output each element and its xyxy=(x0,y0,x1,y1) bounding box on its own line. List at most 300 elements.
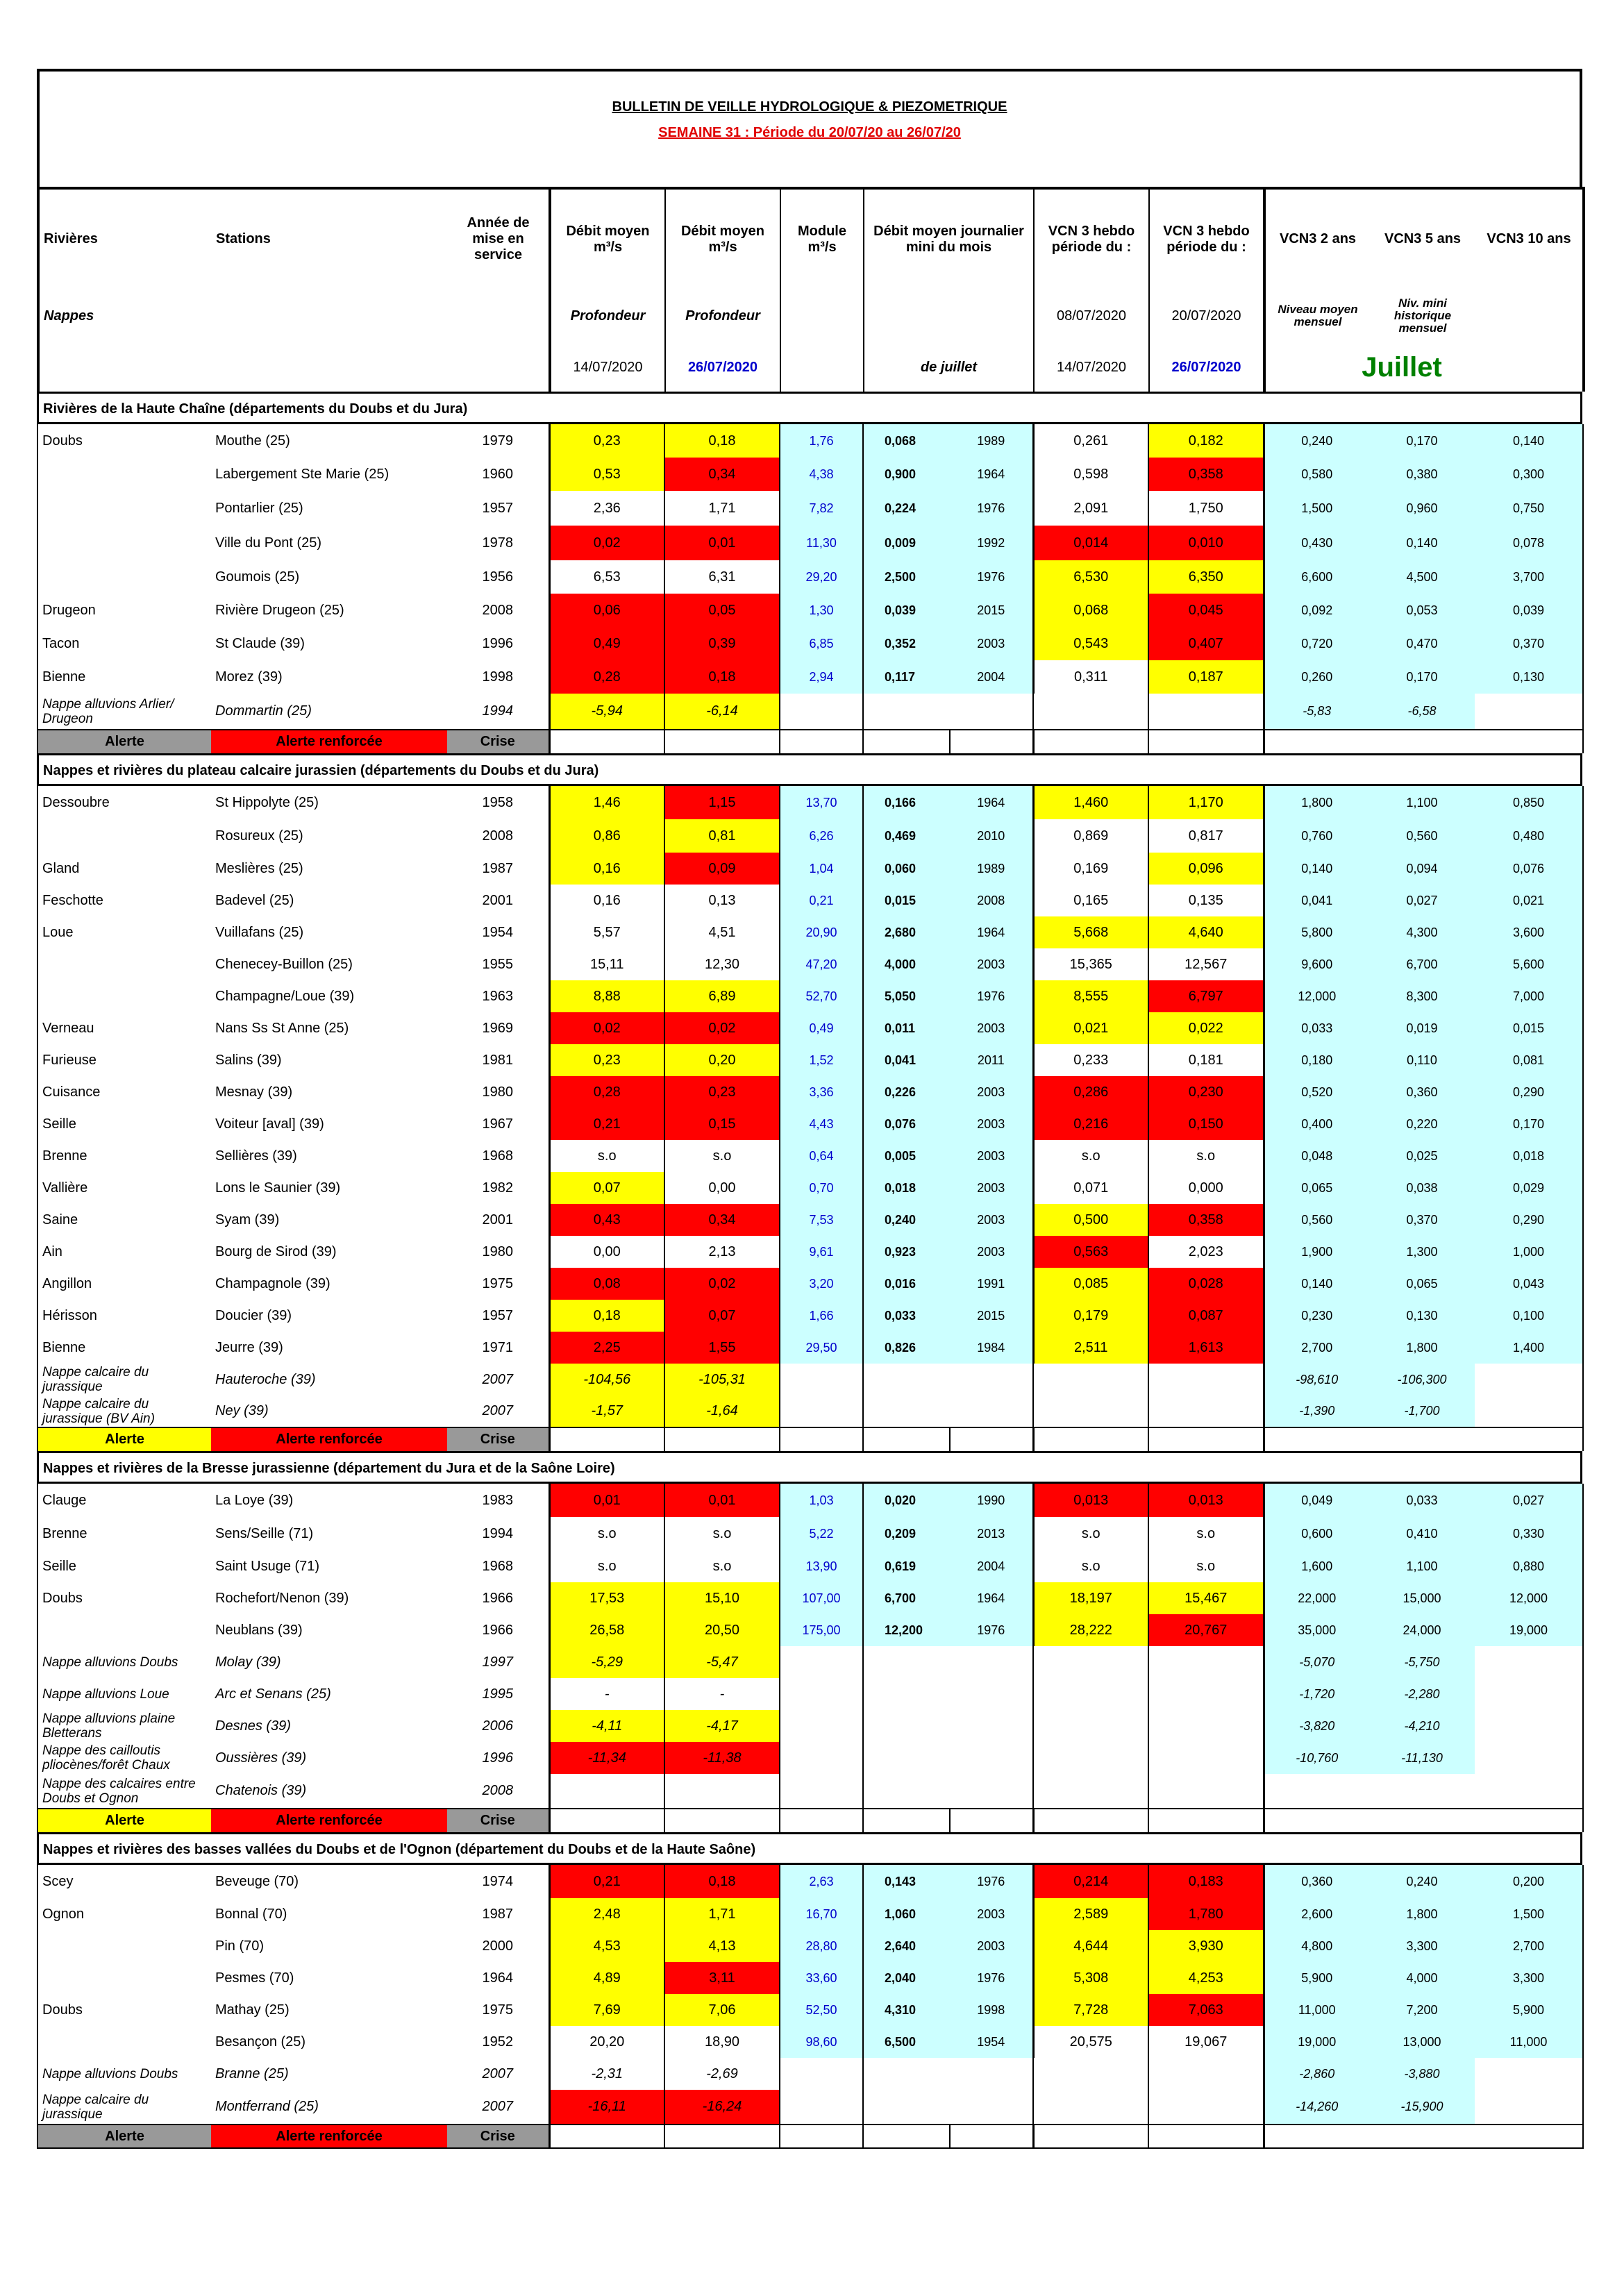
module-cell: 1,30 xyxy=(780,594,863,627)
vcn-a-cell: 0,179 xyxy=(1033,1300,1148,1332)
debit-2-cell: 0,15 xyxy=(664,1108,780,1140)
mini-cell: 0,015 xyxy=(863,885,950,916)
vcn3-10ans-cell: 5,900 xyxy=(1475,1994,1583,2026)
table-row xyxy=(37,594,1583,627)
annee-cell: 1964 xyxy=(482,1970,513,1986)
vcn-b-cell xyxy=(1148,1396,1264,1427)
legend-spacer xyxy=(1264,730,1369,753)
vcn3-5ans-cell: 1,800 xyxy=(1369,1898,1475,1930)
vcn-b-cell: 1,750 xyxy=(1148,491,1264,526)
annee-cell: 2007 xyxy=(482,2065,513,2081)
vcn-b-cell: 0,010 xyxy=(1148,526,1264,560)
vcn-b-cell: 6,350 xyxy=(1148,560,1264,594)
legend-spacer xyxy=(1475,730,1583,753)
legend-spacer xyxy=(863,1427,950,1451)
bulletin-period: SEMAINE 31 : Période du 20/07/20 au 26/07/20 xyxy=(658,125,961,140)
header-debit-1: Débit moyen m³/s xyxy=(550,188,665,289)
nappe-row xyxy=(37,2090,1583,2125)
module-cell xyxy=(780,1742,863,1774)
annee-cell: 1974 xyxy=(482,1873,513,1889)
vcn-a-cell: 18,197 xyxy=(1033,1582,1148,1614)
mini-cell: 0,619 xyxy=(863,1550,950,1582)
niveau-moyen-cell: -5,070 xyxy=(1264,1646,1369,1678)
station-cell: Vuillafans (25) xyxy=(215,924,304,940)
vcn10-cell xyxy=(1475,1646,1583,1678)
debit-1-cell: 0,06 xyxy=(549,594,664,627)
vcn-a-cell: 0,216 xyxy=(1033,1108,1148,1140)
legend-spacer xyxy=(1148,1427,1264,1451)
vcn-a-cell xyxy=(1033,2090,1148,2125)
section-title: Nappes et rivières de la Bresse jurassienne (département du Jura et de la Saône Loire) xyxy=(37,1451,1582,1484)
vcn3-10ans-cell: 11,000 xyxy=(1475,2026,1583,2058)
section-title: Nappes et rivières du plateau calcaire jurassien (départements du Doubs et du Jura) xyxy=(37,753,1582,786)
vcn-a-cell: 0,013 xyxy=(1033,1484,1148,1517)
vcn3-10ans-cell: 12,000 xyxy=(1475,1582,1583,1614)
riviere-cell: Angillon xyxy=(42,1275,92,1291)
vcn3-10ans-cell: 1,500 xyxy=(1475,1898,1583,1930)
riviere-cell: Nappe calcaire du jurassique (BV Ain) xyxy=(42,1396,155,1426)
riviere-cell: Brenne xyxy=(42,1525,87,1541)
debit-2-cell: -5,47 xyxy=(664,1646,780,1678)
legend-spacer xyxy=(549,730,664,753)
debit-1-cell: 6,53 xyxy=(549,560,664,594)
bulletin-title: BULLETIN DE VEILLE HYDROLOGIQUE & PIEZOMETRIQUE xyxy=(612,99,1007,115)
annee-cell: 1981 xyxy=(482,1052,513,1068)
legend-spacer xyxy=(863,730,950,753)
legend-spacer xyxy=(664,2125,780,2148)
debit-1-cell: 17,53 xyxy=(549,1582,664,1614)
legend-spacer xyxy=(1148,2125,1264,2148)
section-table xyxy=(37,1865,1584,2149)
vcn3-10ans-cell: 1,000 xyxy=(1475,1236,1583,1268)
header-vcn-a-date-2: 14/07/2020 xyxy=(1034,343,1149,392)
table-row xyxy=(37,1300,1583,1332)
station-cell: Bourg de Sirod (39) xyxy=(215,1243,337,1259)
mini-annee-cell: 1991 xyxy=(950,1268,1033,1300)
header-stations: Stations xyxy=(216,231,271,246)
mini-annee-cell: 1976 xyxy=(950,980,1033,1012)
vcn-b-cell: 0,150 xyxy=(1148,1108,1264,1140)
riviere-cell: Ognon xyxy=(42,1906,85,1922)
vcn-b-cell: 0,000 xyxy=(1148,1172,1264,1204)
nappe-row xyxy=(37,694,1583,730)
legend-spacer xyxy=(780,1427,863,1451)
annee-cell: 1967 xyxy=(482,1116,513,1132)
vcn-a-cell: 0,563 xyxy=(1033,1236,1148,1268)
debit-2-cell: 4,13 xyxy=(664,1930,780,1962)
bulletin-sheet xyxy=(37,69,1582,2149)
mini-annee-cell: 1976 xyxy=(950,560,1033,594)
legend-crise: Crise xyxy=(447,1427,549,1451)
vcn3-5ans-cell: 0,094 xyxy=(1369,853,1475,885)
niveau-moyen-cell: -10,760 xyxy=(1264,1742,1369,1774)
debit-1-cell: -5,94 xyxy=(549,694,664,730)
riviere-cell: Nappe alluvions plaine Bletterans xyxy=(42,1711,176,1741)
vcn3-2ans-cell: 5,900 xyxy=(1264,1962,1369,1994)
header-debit-mini: Débit moyen journalier mini du mois xyxy=(864,188,1034,289)
legend-spacer xyxy=(950,1427,1033,1451)
module-cell: 28,80 xyxy=(780,1930,863,1962)
vcn-a-cell: s.o xyxy=(1033,1517,1148,1550)
riviere-cell: Drugeon xyxy=(42,602,96,618)
legend-spacer xyxy=(1264,1427,1369,1451)
table-row xyxy=(37,1865,1583,1898)
header-rivieres: Rivières xyxy=(44,231,98,246)
vcn3-5ans-cell: 4,000 xyxy=(1369,1962,1475,1994)
riviere-cell: Cuisance xyxy=(42,1084,101,1100)
vcn3-5ans-cell: 24,000 xyxy=(1369,1614,1475,1646)
annee-cell: 2008 xyxy=(482,1783,513,1798)
legend-alerte-renforcee: Alerte renforcée xyxy=(211,1427,447,1451)
station-cell: Bonnal (70) xyxy=(215,1906,287,1922)
mini-cell: 2,500 xyxy=(863,560,950,594)
riviere-cell xyxy=(37,560,211,594)
debit-2-cell: 0,34 xyxy=(664,1204,780,1236)
section-title: Rivières de la Haute Chaîne (départements du Doubs et du Jura) xyxy=(37,392,1582,424)
vcn3-10ans-cell: 0,081 xyxy=(1475,1044,1583,1076)
riviere-cell xyxy=(37,1614,211,1646)
niv-mini-cell: -4,210 xyxy=(1369,1710,1475,1742)
riviere-cell: Seille xyxy=(42,1116,76,1132)
vcn-b-cell: 4,253 xyxy=(1148,1962,1264,1994)
debit-1-cell: 0,02 xyxy=(549,1012,664,1044)
debit-2-cell: s.o xyxy=(664,1517,780,1550)
module-cell: 2,63 xyxy=(780,1865,863,1898)
debit-2-cell: 6,89 xyxy=(664,980,780,1012)
annee-cell: 1997 xyxy=(482,1654,513,1670)
sections-container xyxy=(37,392,1582,2149)
debit-2-cell: 0,07 xyxy=(664,1300,780,1332)
legend-alerte: Alerte xyxy=(37,2125,211,2148)
vcn3-10ans-cell: 0,078 xyxy=(1475,526,1583,560)
table-row xyxy=(37,1044,1583,1076)
mini-annee-cell: 2010 xyxy=(950,819,1033,853)
vcn3-5ans-cell: 1,800 xyxy=(1369,1332,1475,1364)
legend-spacer xyxy=(863,1809,950,1832)
vcn3-5ans-cell: 15,000 xyxy=(1369,1582,1475,1614)
station-cell: Sens/Seille (71) xyxy=(215,1525,314,1541)
vcn-a-cell: 0,085 xyxy=(1033,1268,1148,1300)
station-cell: Jeurre (39) xyxy=(215,1339,283,1355)
debit-1-cell: -5,29 xyxy=(549,1646,664,1678)
debit-1-cell: 0,53 xyxy=(549,458,664,491)
vcn-b-cell: 0,013 xyxy=(1148,1484,1264,1517)
mini-annee-cell: 1976 xyxy=(950,1865,1033,1898)
debit-2-cell: -2,69 xyxy=(664,2058,780,2090)
table-row xyxy=(37,1484,1583,1517)
niv-mini-cell: -11,130 xyxy=(1369,1742,1475,1774)
mini-cell: 12,200 xyxy=(863,1614,950,1646)
vcn-b-cell: s.o xyxy=(1148,1140,1264,1172)
vcn3-2ans-cell: 0,760 xyxy=(1264,819,1369,853)
vcn-a-cell: 0,233 xyxy=(1033,1044,1148,1076)
table-row xyxy=(37,1614,1583,1646)
vcn-b-cell: 0,187 xyxy=(1148,660,1264,694)
station-cell: Beveuge (70) xyxy=(215,1873,299,1889)
station-cell: Desnes (39) xyxy=(215,1718,291,1734)
vcn-b-cell: 0,407 xyxy=(1148,627,1264,660)
vcn3-5ans-cell: 0,065 xyxy=(1369,1268,1475,1300)
station-cell: Mathay (25) xyxy=(215,2002,290,2018)
debit-2-cell: 0,01 xyxy=(664,526,780,560)
vcn3-2ans-cell: 0,520 xyxy=(1264,1076,1369,1108)
riviere-cell: Ain xyxy=(42,1243,62,1259)
debit-2-cell: 0,34 xyxy=(664,458,780,491)
vcn10-cell xyxy=(1475,1742,1583,1774)
table-row xyxy=(37,1550,1583,1582)
station-cell: Salins (39) xyxy=(215,1052,282,1068)
annee-cell: 2006 xyxy=(482,1718,513,1734)
annee-cell: 1980 xyxy=(482,1084,513,1100)
legend-crise: Crise xyxy=(447,2125,549,2148)
vcn-b-cell xyxy=(1148,1646,1264,1678)
debit-2-cell: 0,09 xyxy=(664,853,780,885)
debit-1-cell: 0,28 xyxy=(549,1076,664,1108)
niveau-moyen-cell: -5,83 xyxy=(1264,694,1369,730)
vcn3-2ans-cell: 0,560 xyxy=(1264,1204,1369,1236)
station-cell: Syam (39) xyxy=(215,1212,280,1227)
vcn-b-cell xyxy=(1148,2090,1264,2125)
vcn3-2ans-cell: 0,065 xyxy=(1264,1172,1369,1204)
vcn3-2ans-cell: 0,720 xyxy=(1264,627,1369,660)
vcn3-5ans-cell: 0,220 xyxy=(1369,1108,1475,1140)
debit-1-cell: -4,11 xyxy=(549,1710,664,1742)
mini-annee-cell: 1989 xyxy=(950,853,1033,885)
table-row xyxy=(37,1332,1583,1364)
table-row xyxy=(37,819,1583,853)
annee-cell: 1960 xyxy=(482,466,513,482)
module-cell: 47,20 xyxy=(780,948,863,980)
vcn3-2ans-cell: 11,000 xyxy=(1264,1994,1369,2026)
legend-alerte: Alerte xyxy=(37,730,211,753)
debit-1-cell: -16,11 xyxy=(549,2090,664,2125)
vcn-a-cell xyxy=(1033,1364,1148,1396)
debit-2-cell: 0,02 xyxy=(664,1268,780,1300)
mini-cell: 0,039 xyxy=(863,594,950,627)
vcn3-5ans-cell: 0,410 xyxy=(1369,1517,1475,1550)
mini-cell: 0,033 xyxy=(863,1300,950,1332)
mini-annee-cell: 2003 xyxy=(950,627,1033,660)
module-cell: 1,04 xyxy=(780,853,863,885)
legend-alerte-renforcee: Alerte renforcée xyxy=(211,2125,447,2148)
table-row xyxy=(37,2026,1583,2058)
mini-annee-cell: 1976 xyxy=(950,1962,1033,1994)
legend-crise: Crise xyxy=(447,1809,549,1832)
vcn-b-cell xyxy=(1148,2058,1264,2090)
table-row xyxy=(37,786,1583,819)
annee-cell: 1987 xyxy=(482,1906,513,1922)
debit-1-cell: 1,46 xyxy=(549,786,664,819)
vcn3-5ans-cell: 0,130 xyxy=(1369,1300,1475,1332)
riviere-cell: Nappe calcaire du jurassique xyxy=(42,1365,149,1394)
vcn-a-cell: 0,286 xyxy=(1033,1076,1148,1108)
table-row xyxy=(37,1140,1583,1172)
riviere-cell: Nappe calcaire du jurassique xyxy=(42,2092,149,2122)
debit-2-cell: 20,50 xyxy=(664,1614,780,1646)
vcn-b-cell: 0,096 xyxy=(1148,853,1264,885)
header-annee: Année de mise en service xyxy=(467,215,530,262)
debit-1-cell: 15,11 xyxy=(549,948,664,980)
table-row xyxy=(37,1517,1583,1550)
legend-row xyxy=(37,1809,1583,1832)
vcn-b-cell xyxy=(1148,1710,1264,1742)
legend-spacer xyxy=(1369,730,1475,753)
debit-2-cell: - xyxy=(664,1678,780,1710)
vcn-a-cell xyxy=(1033,1710,1148,1742)
station-cell: Montferrand (25) xyxy=(215,2099,319,2114)
debit-1-cell: s.o xyxy=(549,1517,664,1550)
nappe-row xyxy=(37,1646,1583,1678)
vcn-a-cell: 5,308 xyxy=(1033,1962,1148,1994)
vcn3-5ans-cell: 1,100 xyxy=(1369,786,1475,819)
niv-mini-cell xyxy=(1369,1774,1475,1809)
mini-cell: 0,117 xyxy=(863,660,950,694)
annee-cell: 1963 xyxy=(482,988,513,1004)
station-cell: Champagnole (39) xyxy=(215,1275,330,1291)
mini-cell: 5,050 xyxy=(863,980,950,1012)
table-row xyxy=(37,526,1583,560)
debit-2-cell: 0,23 xyxy=(664,1076,780,1108)
vcn-b-cell: 12,567 xyxy=(1148,948,1264,980)
station-cell: Labergement Ste Marie (25) xyxy=(215,466,390,482)
station-cell: Lons le Saunier (39) xyxy=(215,1180,341,1196)
table-row xyxy=(37,980,1583,1012)
debit-2-cell: 1,71 xyxy=(664,491,780,526)
annee-cell: 1996 xyxy=(482,1750,513,1766)
debit-2-cell: 1,15 xyxy=(664,786,780,819)
vcn3-10ans-cell: 0,290 xyxy=(1475,1204,1583,1236)
legend-spacer xyxy=(1369,1809,1475,1832)
legend-row xyxy=(37,730,1583,753)
vcn-b-cell: 0,045 xyxy=(1148,594,1264,627)
station-cell: Goumois (25) xyxy=(215,569,300,585)
debit-1-cell: 0,08 xyxy=(549,1268,664,1300)
mini-annee-cell: 1964 xyxy=(950,1582,1033,1614)
vcn-b-cell: 0,358 xyxy=(1148,458,1264,491)
debit-2-cell: 0,18 xyxy=(664,424,780,458)
section-title: Nappes et rivières des basses vallées du Doubs et de l'Ognon (département du Doubs et de la Haute Saône) xyxy=(37,1832,1582,1865)
niv-mini-cell: -1,700 xyxy=(1369,1396,1475,1427)
annee-cell: 2007 xyxy=(482,1371,513,1387)
vcn3-5ans-cell: 7,200 xyxy=(1369,1994,1475,2026)
vcn3-2ans-cell: 0,360 xyxy=(1264,1865,1369,1898)
legend-crise: Crise xyxy=(447,730,549,753)
legend-spacer xyxy=(863,2125,950,2148)
mini-annee-cell: 1954 xyxy=(950,2026,1033,2058)
vcn-a-cell: 2,589 xyxy=(1033,1898,1148,1930)
debit-1-cell: s.o xyxy=(549,1140,664,1172)
debit-2-cell: 2,13 xyxy=(664,1236,780,1268)
legend-spacer xyxy=(549,1427,664,1451)
legend-spacer xyxy=(1033,1427,1148,1451)
annee-cell: 1975 xyxy=(482,1275,513,1291)
riviere-cell: Nappe alluvions Arlier/ Drugeon xyxy=(42,696,174,726)
vcn-a-cell: 28,222 xyxy=(1033,1614,1148,1646)
vcn3-5ans-cell: 0,053 xyxy=(1369,594,1475,627)
legend-spacer xyxy=(1148,730,1264,753)
station-cell: Chenecey-Buillon (25) xyxy=(215,956,353,972)
debit-1-cell: 4,53 xyxy=(549,1930,664,1962)
debit-2-cell: s.o xyxy=(664,1550,780,1582)
station-cell: Mesnay (39) xyxy=(215,1084,293,1100)
mini-cell xyxy=(863,1710,1033,1742)
vcn3-2ans-cell: 0,041 xyxy=(1264,885,1369,916)
debit-1-cell: 0,28 xyxy=(549,660,664,694)
annee-cell: 1978 xyxy=(482,535,513,551)
header-date-1: 14/07/2020 xyxy=(550,343,665,392)
mini-annee-cell: 2003 xyxy=(950,1898,1033,1930)
riviere-cell: Furieuse xyxy=(42,1052,97,1068)
annee-cell: 1966 xyxy=(482,1590,513,1606)
header-de-juillet: de juillet xyxy=(864,343,1034,392)
table-row xyxy=(37,853,1583,885)
mini-annee-cell: 2003 xyxy=(950,1076,1033,1108)
annee-cell: 2007 xyxy=(482,1403,513,1418)
table-row xyxy=(37,948,1583,980)
mini-cell xyxy=(863,2058,1033,2090)
debit-1-cell: 26,58 xyxy=(549,1614,664,1646)
debit-1-cell: 7,69 xyxy=(549,1994,664,2026)
station-cell: St Claude (39) xyxy=(215,635,305,651)
debit-2-cell: -16,24 xyxy=(664,2090,780,2125)
riviere-cell xyxy=(37,1930,211,1962)
vcn-b-cell: 0,817 xyxy=(1148,819,1264,853)
legend-spacer xyxy=(950,1809,1033,1832)
mini-annee-cell: 2003 xyxy=(950,1108,1033,1140)
annee-cell: 1979 xyxy=(482,433,513,449)
vcn-a-cell: 0,261 xyxy=(1033,424,1148,458)
mini-cell: 0,923 xyxy=(863,1236,950,1268)
header-vcn-a-date: 08/07/2020 xyxy=(1034,289,1149,343)
legend-spacer xyxy=(549,1809,664,1832)
vcn10-cell xyxy=(1475,2058,1583,2090)
legend-spacer xyxy=(780,2125,863,2148)
riviere-cell: Doubs xyxy=(42,433,83,449)
table-row xyxy=(37,458,1583,491)
riviere-cell: Dessoubre xyxy=(42,794,110,810)
header-vcn-b: VCN 3 hebdo période du : xyxy=(1149,188,1264,289)
module-cell: 4,43 xyxy=(780,1108,863,1140)
station-cell: Molay (39) xyxy=(215,1654,281,1670)
vcn-a-cell: 5,668 xyxy=(1033,916,1148,948)
mini-annee-cell: 1976 xyxy=(950,1614,1033,1646)
debit-1-cell: 0,23 xyxy=(549,424,664,458)
annee-cell: 1954 xyxy=(482,924,513,940)
vcn3-10ans-cell: 0,021 xyxy=(1475,885,1583,916)
annee-cell: 1998 xyxy=(482,669,513,685)
mini-annee-cell: 1990 xyxy=(950,1484,1033,1517)
vcn-a-cell: 7,728 xyxy=(1033,1994,1148,2026)
station-cell: Pin (70) xyxy=(215,1938,265,1954)
header-vcn3-10ans: VCN3 10 ans xyxy=(1487,231,1571,246)
vcn3-5ans-cell: 0,033 xyxy=(1369,1484,1475,1517)
vcn3-5ans-cell: 4,500 xyxy=(1369,560,1475,594)
legend-spacer xyxy=(549,2125,664,2148)
table-row xyxy=(37,627,1583,660)
annee-cell: 1957 xyxy=(482,500,513,516)
mini-cell: 1,060 xyxy=(863,1898,950,1930)
debit-1-cell: 0,21 xyxy=(549,1108,664,1140)
vcn-a-cell: 0,500 xyxy=(1033,1204,1148,1236)
vcn-b-cell: 1,613 xyxy=(1148,1332,1264,1364)
vcn-a-cell xyxy=(1033,1774,1148,1809)
vcn3-10ans-cell: 2,700 xyxy=(1475,1930,1583,1962)
vcn-a-cell: 8,555 xyxy=(1033,980,1148,1012)
mini-cell xyxy=(863,694,1033,730)
module-cell: 1,76 xyxy=(780,424,863,458)
debit-1-cell: 0,86 xyxy=(549,819,664,853)
mini-cell xyxy=(863,1396,1033,1427)
